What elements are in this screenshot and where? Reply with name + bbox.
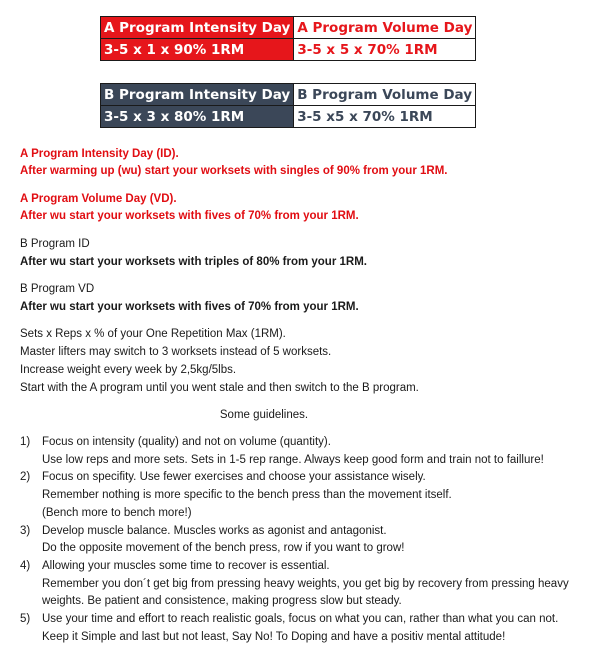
program-b-header-row [101,84,476,106]
guideline-line: Develop muscle balance. Muscles works as agonist and antagonist. [42,524,387,537]
section-b-id-text: After wu start your worksets with triples of 80% from your 1RM. [20,256,367,268]
section-b-vd-text: After wu start your worksets with fives of 70% from your 1RM. [20,301,359,313]
guideline-number: 5) [20,613,31,626]
guideline-number: 3) [20,524,31,537]
guideline-number: 2) [20,471,31,484]
note-start-program: Start with the A program until you went stale and then switch to the B program. [20,382,419,394]
program-b-volume-value: 3-5 x5 x 70% 1RM [294,106,476,128]
guideline-number: 4) [20,559,31,572]
guideline-line: weights. Be patient and consistence, making progress slow but steady. [42,595,402,608]
guideline-line: Do the opposite movement of the bench press, row if you want to grow! [42,542,405,555]
program-b-intensity-value: 3-5 x 3 x 80% 1RM [101,106,294,128]
program-b-intensity-header: B Program Intensity Day [101,84,294,106]
section-a-id-title: A Program Intensity Day (ID). [20,148,179,160]
guideline-number: 1) [20,436,31,448]
guideline-line: (Bench more to bench more!) [42,506,192,519]
program-a-intensity-value: 3-5 x 1 x 90% 1RM [101,39,294,61]
program-b-table [100,83,476,128]
guideline-line: Remember nothing is more specific to the bench press than the movement itself. [42,489,452,502]
note-sets-reps: Sets x Reps x % of your One Repetition Max (1RM). [20,328,286,340]
program-b-value-row [101,106,476,128]
program-a-volume-value: 3-5 x 5 x 70% 1RM [294,39,476,61]
guidelines-title: Some guidelines. [219,409,309,421]
guideline-item-4 [20,558,569,611]
guideline-item-3 [20,523,569,558]
program-b-volume-header: B Program Volume Day [294,84,476,106]
program-a-value-row [101,39,476,61]
section-b-vd-title: B Program VD [20,283,95,295]
section-a-vd-title: A Program Volume Day (VD). [20,193,177,205]
guideline-line: Focus on intensity (quality) and not on volume (quantity). [42,436,331,448]
guideline-item-2 [20,469,569,522]
guideline-line: Use low reps and more sets. Sets in 1-5 rep range. Always keep good form and train not to faillure! [42,453,544,466]
guideline-item-1 [20,434,569,469]
guideline-line: Remember you don´t get big from pressing heavy weights, you get big by recovery from pressing heavy [42,577,569,590]
guidelines-list [20,434,569,646]
guideline-line: Keep it Simple and last but not least, Say No! To Doping and have a positiv mental attitude! [42,630,506,643]
program-a-table [100,16,476,61]
guideline-line: Focus on specifity. Use fewer exercises and choose your assistance wisely. [42,471,426,484]
note-master-lifters: Master lifters may switch to 3 worksets instead of 5 worksets. [20,346,332,358]
guideline-line: Allowing your muscles some time to recover is essential. [42,559,330,572]
section-a-vd-text: After wu start your worksets with fives of 70% from your 1RM. [20,210,359,222]
section-a-id-text: After warming up (wu) start your worksets with singles of 90% from your 1RM. [20,165,448,177]
program-a-intensity-header: A Program Intensity Day [101,17,294,39]
section-b-id-title: B Program ID [20,238,90,250]
guideline-line: Use your time and effort to reach realistic goals, focus on what you can, rather than what you can not. [42,613,559,626]
program-a-volume-header: A Program Volume Day [294,17,476,39]
note-increase-weight: Increase weight every week by 2,5kg/5lbs. [20,364,237,376]
guideline-item-5 [20,611,569,646]
program-a-header-row [101,17,476,39]
